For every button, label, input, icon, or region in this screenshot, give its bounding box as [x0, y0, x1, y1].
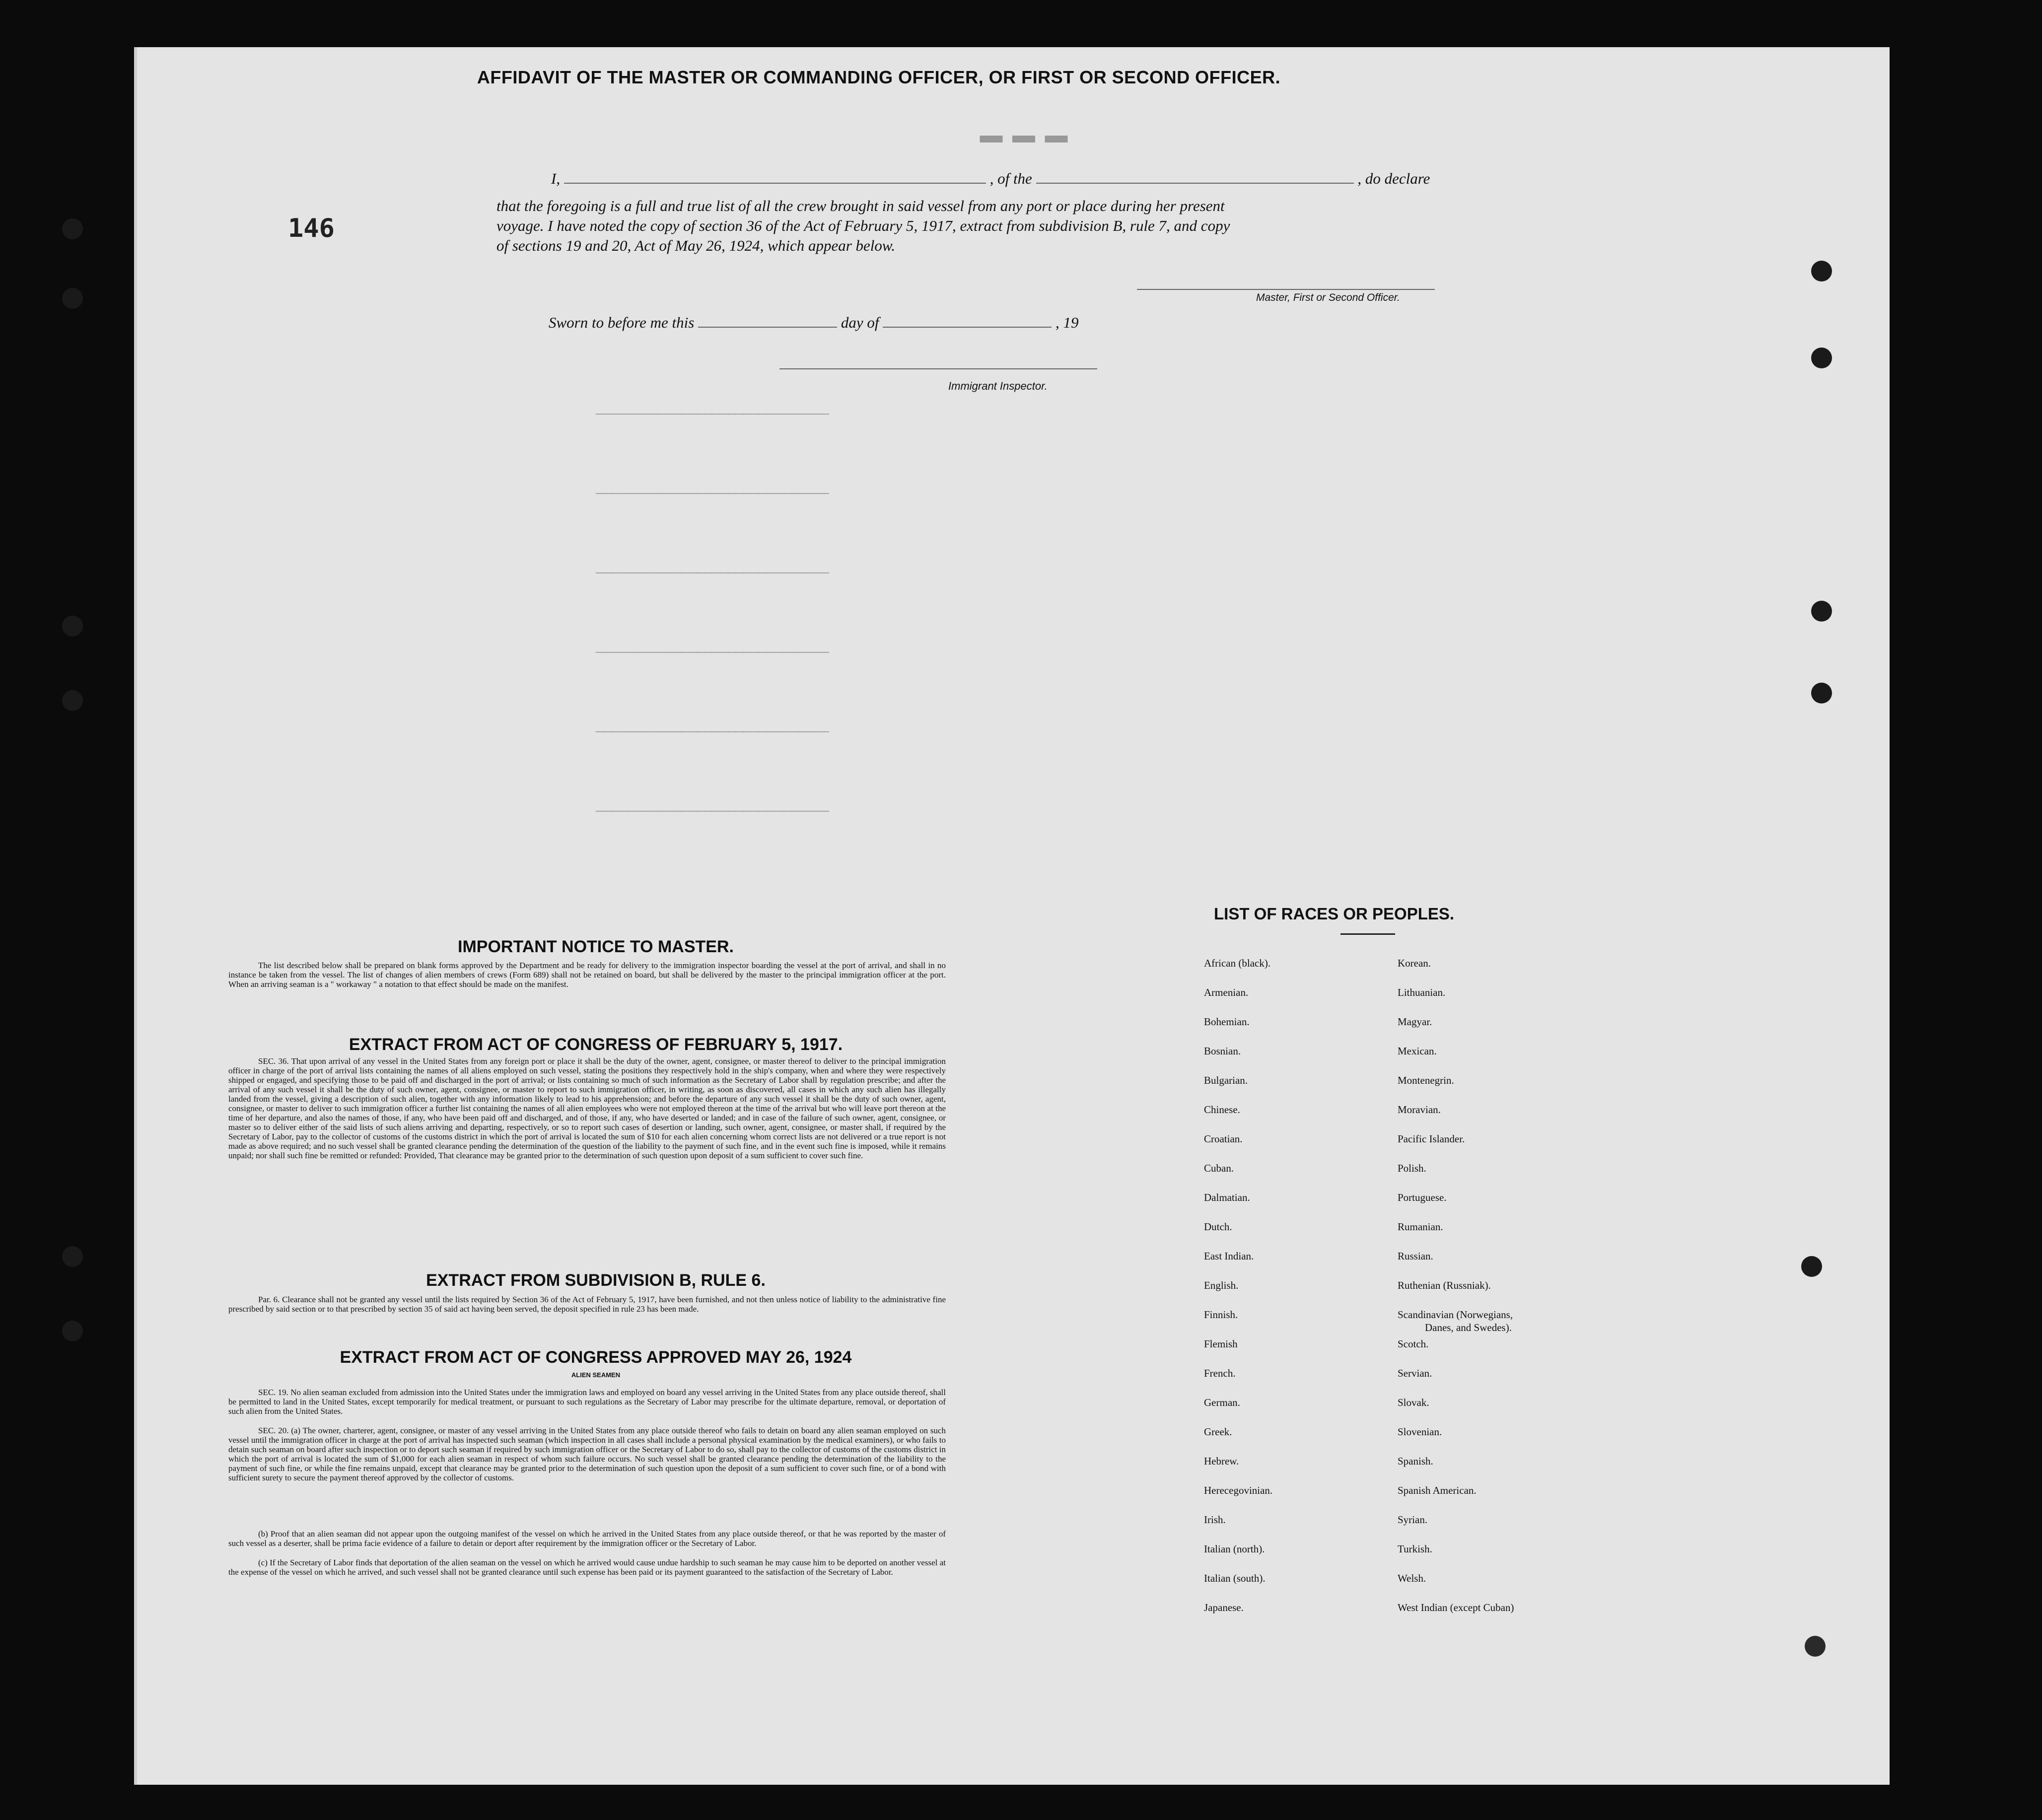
race-item: Cuban.	[1204, 1162, 1234, 1174]
binder-hole-left-3	[62, 616, 83, 636]
extract-1924-sec-20c: (c) If the Secretary of Labor finds that deportation of the alien seaman on the vessel on which he arrived would cause undue hardship to such seaman he may cause him to be deported on another vessel at the expense of the vessel on which he arrived, and such vessel shall not be granted clearance until such expense has been paid or its payment guaranteed to the satisfaction of the Secretary of Labor.	[228, 1558, 946, 1577]
race-item: Lithuanian.	[1398, 986, 1446, 998]
race-item: Japanese.	[1204, 1602, 1244, 1613]
sworn-prefix: Sworn to before me this	[549, 314, 695, 331]
race-item: Portuguese.	[1398, 1191, 1447, 1203]
race-item: Irish.	[1204, 1514, 1226, 1526]
race-item: Herecegovinian.	[1204, 1484, 1273, 1496]
extract-1917-title: EXTRACT FROM ACT OF CONGRESS OF FEBRUARY 5, 1917.	[349, 1035, 843, 1054]
race-item: Mexican.	[1398, 1045, 1437, 1057]
notice-title: IMPORTANT NOTICE TO MASTER.	[458, 937, 734, 956]
affidavit-declaration-line-2: that the foregoing is a full and true list of all the crew brought in said vessel from any port or place during her present	[496, 197, 1225, 214]
stamp-number: 146	[288, 213, 335, 243]
race-item: Ruthenian (Russniak).	[1398, 1279, 1491, 1291]
master-signature-line[interactable]	[1137, 288, 1435, 290]
affidavit-declare-label: , do declare	[1357, 170, 1430, 187]
extract-1924-subtitle: ALIEN SEAMEN	[571, 1371, 621, 1379]
race-item: African (black).	[1204, 957, 1271, 969]
race-item: Bosnian.	[1204, 1045, 1241, 1057]
race-item: Greek.	[1204, 1426, 1232, 1438]
race-item: Spanish.	[1398, 1455, 1433, 1467]
race-item: English.	[1204, 1279, 1239, 1291]
race-item: Pacific Islander.	[1398, 1133, 1465, 1145]
race-item: Turkish.	[1398, 1543, 1432, 1555]
race-item: Slovak.	[1398, 1397, 1429, 1408]
bleed-through-row: ──────────────────────────────	[596, 407, 829, 422]
master-signature-caption: Master, First or Second Officer.	[1256, 292, 1400, 303]
binder-hole-right-5	[1801, 1256, 1822, 1277]
race-item: Russian.	[1398, 1250, 1433, 1262]
race-item: Servian.	[1398, 1367, 1432, 1379]
extract-1917-body: SEC. 36. That upon arrival of any vessel in the United States from any foreign port or place it shall be the duty of the owner, agent, consignee, or master thereof to deliver to the principal immigration officer in charge of the port of arrival lists containing the names of all aliens employed on such vessel, stating the positions they respectively hold in the ship's company, when and where they were respectively shipped or engaged, and specifying those to be paid off and discharged in the port of arrival; or lists containing so much of such information as the Secretary of Labor shall by regulation prescribe; and after the arrival of any such vessel it shall be the duty of such owner, agent, consignee, or master to report to such immigration officer, in writing, as soon as discovered, all cases in which any such alien has illegally landed from the vessel, giving a description of such alien, together with any information likely to lead to his apprehension; and before the departure of any such vessel it shall be the duty of such owner, agent, consignee, or master to deliver to such immigration officer a further list containing the names of all alien employees who were not employed thereon at the time of the arrival but who will leave port thereon at the time of her departure, and also the names of those, if any, who have been paid off and discharged, and of those, if any, who have deserted or landed; and in case of the failure of such owner, agent, consignee, or master so to deliver either of the said lists of such aliens arriving and departing, respectively, or so to report such cases of desertion or landing, such owner, agent, consignee, or master shall, if required by the Secretary of Labor, pay to the collector of customs of the customs district in which the port of arrival is located the sum of $10 for each alien concerning whom correct lists are not delivered or a true report is not made as above required; and no such vessel shall be granted clearance pending the determination of the question of the liability to the payment of such fine, and in the event such fine is imposed, while it remains unpaid; nor shall such fine be remitted or refunded: Provided, That clearance may be granted prior to the determination of such question upon deposit of a sum sufficient to cover such fine.	[228, 1056, 946, 1160]
affidavit-i-label: I,	[551, 170, 561, 187]
sworn-line	[549, 313, 1244, 333]
declarant-name-field[interactable]	[564, 172, 986, 184]
race-item: Italian (south).	[1204, 1572, 1266, 1584]
race-item: French.	[1204, 1367, 1236, 1379]
race-item: Spanish American.	[1398, 1484, 1477, 1496]
race-item: Scandinavian (Norwegians,	[1398, 1309, 1513, 1321]
race-item: Dutch.	[1204, 1221, 1232, 1233]
race-item: Welsh.	[1398, 1572, 1426, 1584]
binder-hole-right-3	[1811, 601, 1832, 622]
vessel-name-field[interactable]	[1036, 172, 1354, 184]
sworn-day-field[interactable]	[698, 318, 837, 328]
affidavit-declaration-line-4: of sections 19 and 20, Act of May 26, 1924, which appear below.	[496, 237, 896, 254]
notice-body: The list described below shall be prepared on blank forms approved by the Department and be ready for delivery to the immigration inspector boarding the vessel at the port of arrival, and shall in no instance be taken from the vessel. The list of changes of alien members of crews (Form 689) shall not be retained on board, but shall be delivered by the master to the principal immigration officer at the port. When an arriving seaman is a " workaway " a notation to that effect should be made on the manifest.	[228, 961, 946, 989]
binder-hole-right-2	[1811, 348, 1832, 368]
binder-hole-left-5	[62, 1246, 83, 1267]
race-item: West Indian (except Cuban)	[1398, 1602, 1514, 1613]
race-item: Slovenian.	[1398, 1426, 1442, 1438]
race-item: Scotch.	[1398, 1338, 1429, 1350]
race-item: Italian (north).	[1204, 1543, 1265, 1555]
sworn-month-field[interactable]	[883, 318, 1052, 328]
bleed-through-row: ──────────────────────────────	[596, 645, 829, 660]
race-item: Polish.	[1398, 1162, 1426, 1174]
extract-1924-sec-19: SEC. 19. No alien seaman excluded from admission into the United States under the immigration laws and employed on board any vessel arriving in the United States from any place outside thereof, shall be permitted to land in the United States, except temporarily for medical treatment, or pursuant to such regulations as the Secretary of Labor may prescribe for the ultimate departure, removal, or deportation of such alien from the United States.	[228, 1388, 946, 1416]
sworn-day-of: day of	[841, 314, 879, 331]
race-item: Bohemian.	[1204, 1016, 1250, 1028]
race-item: Montenegrin.	[1398, 1074, 1454, 1086]
race-item: Armenian.	[1204, 986, 1249, 998]
binder-hole-left-2	[62, 288, 83, 309]
sworn-year: , 19	[1055, 314, 1079, 331]
affidavit-of-the-label: , of the	[989, 170, 1032, 187]
race-item: Croatian.	[1204, 1133, 1243, 1145]
race-item: German.	[1204, 1397, 1240, 1408]
race-item: Flemish	[1204, 1338, 1238, 1350]
binder-hole-right-6	[1805, 1636, 1826, 1657]
inspector-signature-line[interactable]	[779, 367, 1097, 369]
bleed-through-row: ──────────────────────────────	[596, 566, 829, 581]
subdivision-b-title: EXTRACT FROM SUBDIVISION B, RULE 6.	[426, 1271, 766, 1290]
race-item: Moravian.	[1398, 1104, 1441, 1116]
document-page	[134, 47, 1890, 1785]
race-item: Danes, and Swedes).	[1425, 1322, 1512, 1333]
bleed-through-row: ──────────────────────────────	[596, 804, 829, 819]
bleed-through-row: ──────────────────────────────	[596, 487, 829, 501]
race-item: Magyar.	[1398, 1016, 1432, 1028]
affidavit-title: AFFIDAVIT OF THE MASTER OR COMMANDING OFFICER, OR FIRST OR SECOND OFFICER.	[477, 67, 1281, 87]
inspector-signature-caption: Immigrant Inspector.	[948, 380, 1048, 392]
race-item: Finnish.	[1204, 1309, 1238, 1321]
binder-hole-left-4	[62, 690, 83, 711]
bleed-through-header: ▬ ▬ ▬	[978, 122, 1068, 147]
extract-1924-sec-20a: SEC. 20. (a) The owner, charterer, agent, consignee, or master of any vessel arriving in the United States from any place outside thereof who fails to detain on board any alien seaman employed on such vessel until the immigration officer in charge at the port of arrival has inspected such seaman (which inspection in all cases shall include a personal physical examination by the medical examiners), or who fails to detain such seaman on board after such inspection or to deport such seaman if required by such immigration officer or the Secretary of Labor to do so, shall pay to the collector of customs of the customs district in which the port of arrival is located the sum of $1,000 for each alien seaman in respect of whom such failure occurs. No such vessel shall be granted clearance pending the determination of the liability to the payment of such fine, or while the fine remains unpaid, except that clearance may be granted prior to the determination of such question upon the deposit of a sum sufficient to cover such fine, or of a bond with sufficient surety to secure the payment thereof approved by the collector of customs.	[228, 1426, 946, 1482]
binder-hole-right-4	[1811, 683, 1832, 703]
bleed-through-row: ──────────────────────────────	[596, 725, 829, 740]
binder-hole-left-1	[62, 218, 83, 239]
subdivision-b-body: Par. 6. Clearance shall not be granted any vessel until the lists required by Section 36 of the Act of February 5, 1917, have been furnished, and not then unless notice of liability to the administrative fine prescribed by said section or to that prescribed by section 35 of said act having been served, the deposit specified in rule 23 has been made.	[228, 1295, 946, 1314]
races-title-rule	[1340, 933, 1395, 935]
race-item: Hebrew.	[1204, 1455, 1239, 1467]
race-item: Dalmatian.	[1204, 1191, 1250, 1203]
affidavit-declaration-line-1	[551, 169, 1475, 189]
binder-hole-left-6	[62, 1321, 83, 1341]
race-item: Syrian.	[1398, 1514, 1428, 1526]
race-item: Bulgarian.	[1204, 1074, 1248, 1086]
affidavit-declaration-line-3: voyage. I have noted the copy of section 36 of the Act of February 5, 1917, extract from subdivision B, rule 7, and copy	[496, 217, 1230, 234]
race-item: Chinese.	[1204, 1104, 1240, 1116]
race-item: Rumanian.	[1398, 1221, 1443, 1233]
extract-1924-sec-20b: (b) Proof that an alien seaman did not appear upon the outgoing manifest of the vessel on which he arrived in the United States from any place outside thereof, or that he was reported by the master of such vessel as a deserter, shall be prima facie evidence of a failure to detain or deport after requirement by the immigration officer or the Secretary of Labor.	[228, 1529, 946, 1548]
race-item: Korean.	[1398, 957, 1431, 969]
extract-1924-title: EXTRACT FROM ACT OF CONGRESS APPROVED MAY 26, 1924	[340, 1348, 852, 1367]
race-item: East Indian.	[1204, 1250, 1254, 1262]
binder-hole-right-1	[1811, 261, 1832, 281]
races-title: LIST OF RACES OR PEOPLES.	[1214, 905, 1455, 923]
